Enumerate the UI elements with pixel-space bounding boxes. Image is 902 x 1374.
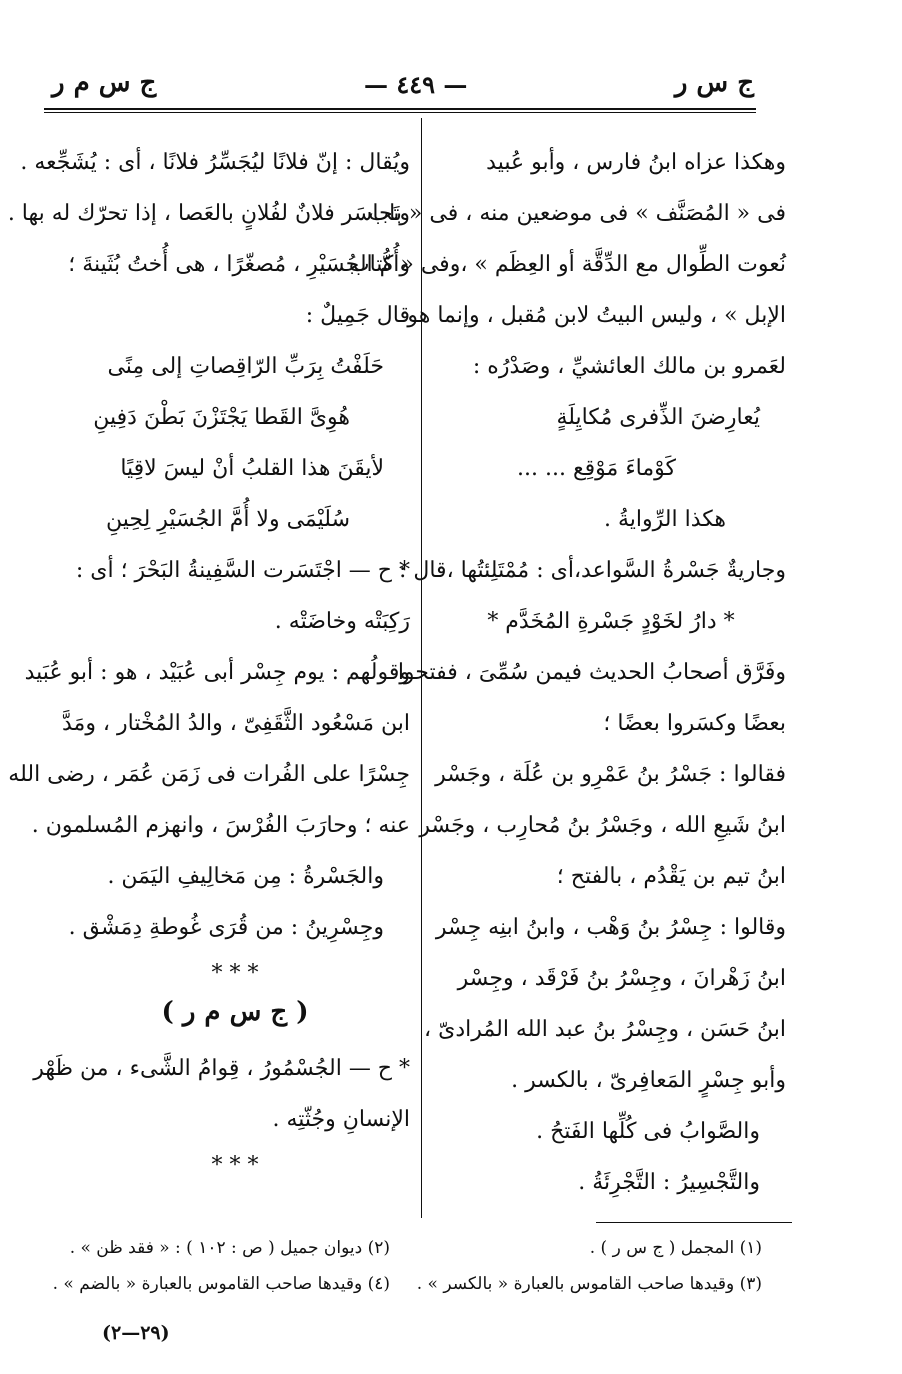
verse-line: * دارُ لخَوْدٍ جَسْرةِ المُخَدَّم * [487, 609, 735, 634]
text-line: وأبو جِسْرٍ المَعافِرىّ ، بالكسر . [511, 1068, 786, 1093]
text-line: وقولُهم : يوم جِسْر أبى عُبَيْد ، هو : أبو عُبَيد [24, 660, 410, 685]
text-line: بعضًا وكسَروا بعضًا ؛ [603, 711, 786, 736]
text-line: * ح — اجْتَسَرت السَّفِينةُ البَحْرَ ؛ أى : [75, 558, 410, 583]
text-line: فى « المُصَنَّف » فى موضعين منه ، فى « باب [368, 201, 786, 226]
text-line: وقالوا : جِسْرُ بنُ وَهْب ، وابنُ ابنِه جِسْر [435, 915, 786, 940]
page-number: — ٤٤٩ — [364, 70, 468, 99]
text-line: نُعوت الطِّوال مع الدِّقَّة أو العِظَم » ،وفى « كتاب [348, 252, 786, 277]
header-rule [44, 108, 756, 113]
text-line: قال جَمِيلٌ : [305, 303, 410, 328]
text-line: جِسْرًا على الفُرات فى زَمَن عُمَر ، رضى الله [8, 762, 410, 787]
text-line: الإبل » ، وليس البيتُ لابن مُقبل ، وإنما هو [407, 303, 786, 328]
footnote-right-1: (١) المجمل ( ج س ر ) . [589, 1238, 762, 1258]
text-line: ابنُ شَيعِ الله ، وجَسْرُ بنُ مُحارِب ، وجَسْر [419, 813, 786, 838]
footnote-left-2: (٤) وقيدها صاحب القاموس بالعبارة « بالضم » . [52, 1274, 390, 1294]
text-line: وهكذا عزاه ابنُ فارس ، وأبو عُبيد [486, 150, 786, 175]
text-line: وجاريةٌ جَسْرةُ السَّواعد،أى : مُمْتَلِئتُها ،قال : [398, 558, 786, 583]
text-line: والتَّجْسِيرُ : التَّجْرِئَةُ . [578, 1170, 760, 1195]
text-line: وتَجاسَر فلانٌ لفُلانٍ بالعَصا ، إذا تحرّك له بها . [7, 201, 410, 226]
text-line: لعَمرو بن مالك العائشيِّ ، وصَدْرُه : [472, 354, 786, 379]
text-line: * ح — الجُسْمُورُ ، قِوامُ الشَّىء ، من ظَهْر [33, 1056, 410, 1081]
footnote-right-2: (٣) وقيدها صاحب القاموس بالعبارة « بالكسر » . [416, 1274, 762, 1294]
verse-line: هُوِىَّ القَطا يَجْتَزْنَ بَطْنَ دَفِينِ [93, 405, 350, 430]
text-line: رَكِبَتْه وخاضَتْه . [274, 609, 410, 634]
section-separator: * * * [211, 961, 259, 986]
verse-line: يُعارِضنَ الذِّفرى مُكايِلَةٍ [556, 405, 760, 430]
footnote-rule [596, 1222, 792, 1223]
text-line: وفَرَّق أصحابُ الحديث فيمن سُمِّىَ ، ففتحوا [397, 660, 786, 685]
verse-line: سُلَيْمَى ولا أُمَّ الجُسَيْرِ لِحِينِ [106, 507, 350, 532]
text-line: والصَّوابُ فى كُلِّها الفَتحُ . [536, 1119, 760, 1144]
page-header [44, 62, 754, 108]
text-line: ابنُ حَسَن ، وجِسْرُ بنُ عبد الله المُرادىّ ، [424, 1017, 786, 1042]
left-column [7, 148, 410, 1186]
text-line: الإنسانِ وجُثّتِه . [272, 1107, 410, 1132]
text-line: ويُقال : إنّ فلانًا ليُجَسِّرُ فلانًا ، أى : يُشَجِّعه . [20, 150, 410, 175]
text-line: وأُمُّ الجُسَيْرِ ، مُصغّرًا ، هى أُختُ بُثَينةَ ؛ [68, 252, 410, 277]
text-line: ابنُ تيم بن يَقْدُم ، بالفتح ؛ [556, 864, 786, 889]
verse-line: حَلَفْتُ بِرَبِّ الرّاقِصاتِ إلى مِنًى [107, 354, 384, 379]
text-line: ابنُ زَهْرانَ ، وجِسْرُ بنُ فَرْقَد ، وجِسْر [457, 966, 786, 991]
verse-line: كَوْماءَ مَوْقِع ... ... [517, 456, 676, 481]
text-line: عنه ؛ وحارَبَ الفُرْسَ ، وانهزم المُسلمون . [31, 813, 410, 838]
section-separator: * * * [211, 1153, 259, 1178]
section-heading: ( ج س م ر ) [161, 997, 309, 1027]
text-line: وجِسْرِينُ : من قُرَى غُوطةِ دِمَشْق . [68, 915, 384, 940]
text-line: فقالوا : جَسْرُ بنُ عَمْرِو بن عُلَة ، وجَسْر [435, 762, 786, 787]
right-running-title: ج س ر [674, 68, 754, 98]
text-line: ابن مَسْعُود الثَّقَفِىّ ، والدُ المُخْتار ، ومَدَّ [61, 711, 410, 736]
printer-signature: (٢٩—٢) [102, 1322, 170, 1344]
text-line: والجَسْرةُ : مِن مَخالِيفِ اليَمَن . [107, 864, 384, 889]
footnote-left-1: (٢) ديوان جميل ( ص : ١٠٢ ) : « فقد ظن » . [69, 1238, 390, 1258]
text-line: هكذا الرِّوايةُ . [604, 507, 726, 532]
left-running-title: ج س م ر [52, 68, 157, 98]
verse-line: لأيقَنَ هذا القلبُ أنْ ليسَ لاقِيًا [120, 456, 384, 481]
